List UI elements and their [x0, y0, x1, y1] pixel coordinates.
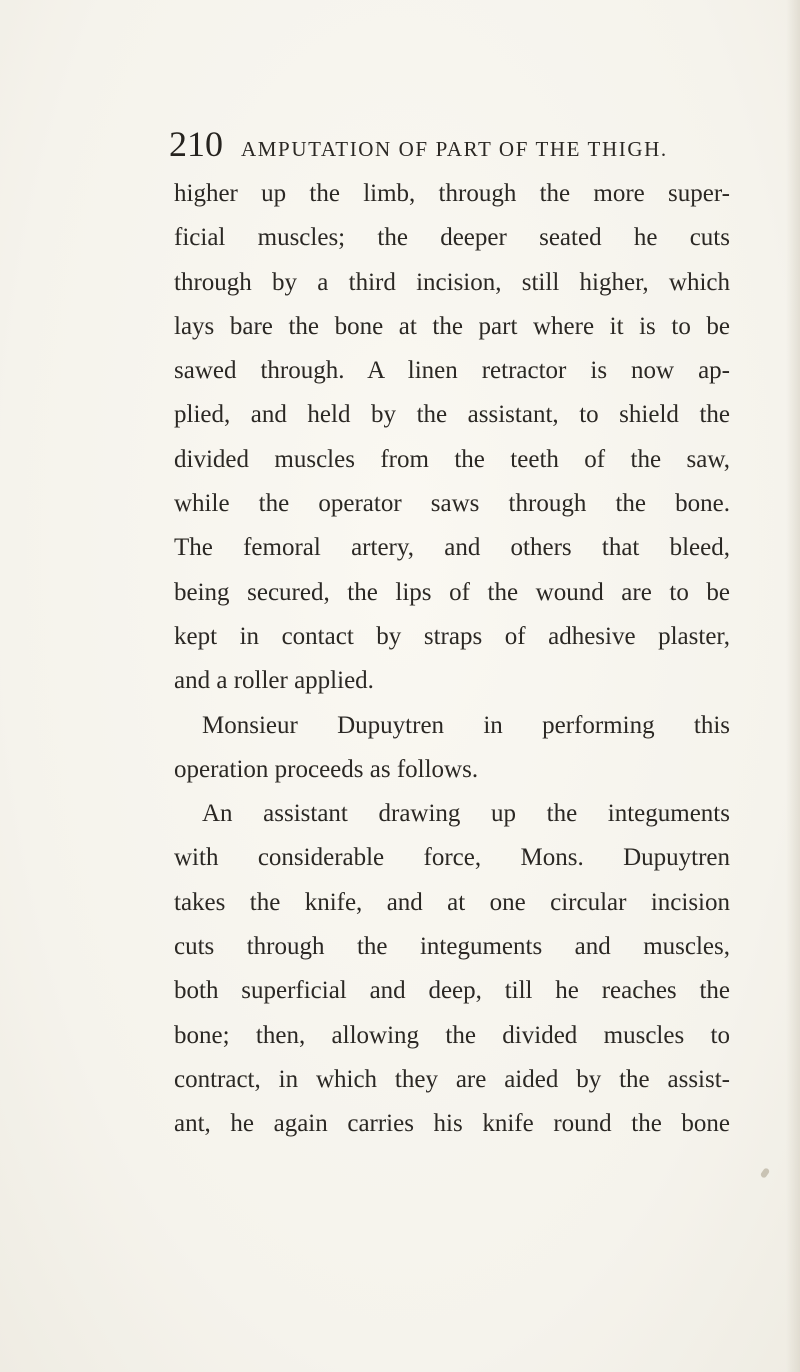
text-line: with considerable force, Mons. Dupuytren: [174, 844, 730, 872]
text-line: divided muscles from the teeth of the saw,: [174, 445, 730, 473]
text-line: Monsieur Dupuytren in performing this: [202, 711, 730, 739]
page-number: 210: [169, 124, 223, 164]
text-line: while the operator saws through the bone.: [174, 490, 730, 518]
text-line: both superficial and deep, till he reaches the: [174, 977, 730, 1005]
text-line: being secured, the lips of the wound are to be: [174, 578, 730, 606]
text-line: kept in contact by straps of adhesive plaster,: [174, 622, 730, 650]
text-line: and a roller applied.: [174, 667, 374, 695]
text-line: ant, he again carries his knife round the bone: [174, 1110, 730, 1138]
running-head: AMPUTATION OF PART OF THE THIGH.: [241, 137, 668, 161]
paper-blemish: [760, 1167, 771, 1179]
text-line: sawed through. A linen retractor is now ap-: [174, 357, 730, 385]
text-line: lays bare the bone at the part where it is to be: [174, 312, 730, 340]
text-line: cuts through the integuments and muscles,: [174, 933, 730, 961]
text-line: operation proceeds as follows.: [174, 755, 479, 783]
text-line: bone; then, allowing the divided muscles to: [174, 1021, 730, 1049]
text-line: plied, and held by the assistant, to shield the: [174, 401, 730, 429]
text-line: contract, in which they are aided by the assist-: [174, 1065, 730, 1093]
body-text: [174, 172, 730, 1147]
page-header: [169, 122, 668, 174]
text-line: An assistant drawing up the integuments: [202, 800, 730, 828]
text-line: through by a third incision, still higher, which: [174, 268, 730, 296]
text-line: The femoral artery, and others that bleed,: [174, 534, 730, 562]
page-edge-shadow: [786, 0, 800, 1372]
text-line: higher up the limb, through the more super-: [174, 180, 730, 207]
text-line: takes the knife, and at one circular incision: [174, 888, 730, 916]
text-line: ficial muscles; the deeper seated he cuts: [174, 224, 730, 252]
